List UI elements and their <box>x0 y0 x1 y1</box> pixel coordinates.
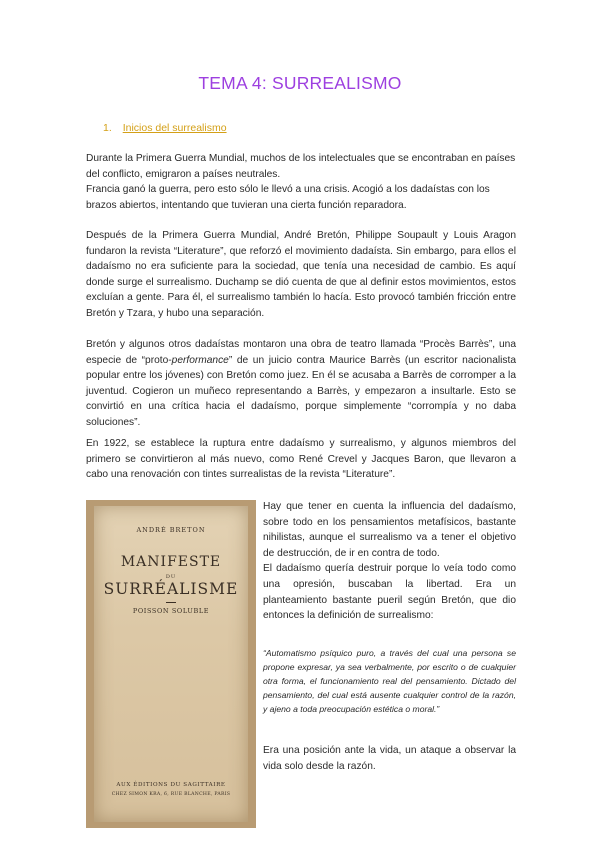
paragraph-influence-b: El dadaísmo quería destruir porque lo veía todo como una opresión, buscaban la libertad. Era un planteamiento bastante pueril según Bretón, que dio entonces la definición de surrealismo: <box>263 563 516 622</box>
cover-title-du: DU <box>165 574 177 580</box>
section-heading <box>103 122 227 134</box>
paragraph-influence-a: Hay que tener en cuenta la influencia del dadaísmo, sobre todo en los pensamientos metafísicos, bastante nihilistas, aunque el surrealismo va a tener el objetivo de destrucción, de ir en contra de todo. <box>263 501 516 559</box>
cover-author: ANDRÉ BRETON <box>136 526 206 534</box>
definition-quote: “Automatismo psíquico puro, a través del cual una persona se propone expresar, ya sea verbalmente, por escrito o de cualquier otra forma, el funcionamiento real del pensamiento. Dictado del pensamiento, del cual está ausente cualquier control de la razón, y ajeno a toda preocupación estética o moral.” <box>263 648 516 714</box>
cover-title-line2: SURRÉALISME <box>103 580 239 598</box>
paragraph-intro <box>86 151 516 213</box>
paragraph-proces-barres-a: Bretón y algunos otros dadaístas montaron una obra de teatro llamada “Procès Barrès”, una especie de “proto- <box>86 339 516 366</box>
cover-title-line1: MANIFESTE <box>120 554 222 570</box>
paragraph-proces-barres <box>86 337 516 431</box>
paragraph-proces-barres-em: performance <box>171 354 229 366</box>
paragraph-intro-a: Durante la Primera Guerra Mundial, muchos de los intelectuales que se encontraban en países del conflicto, emigraron a países neutrales. <box>86 153 516 180</box>
paragraph-intro-b: Francia ganó la guerra, pero esto sólo le llevó a una crisis. Acogió a los dadaístas con los brazos abiertos, intentando que tuvieran una cierta función reparadora. <box>86 184 490 211</box>
page-title: TEMA 4: SURREALISMO <box>198 73 402 93</box>
cover-subtitle: POISSON SOLUBLE <box>132 607 210 615</box>
book-cover-image <box>86 500 256 828</box>
section-label: Inicios del surrealismo <box>122 122 227 134</box>
paragraph-influence <box>263 499 516 624</box>
paragraph-rupture: En 1922, se establece la ruptura entre dadaísmo y surrealismo, y algunos miembros del primero se convirtieron al más nuevo, como René Crevel y Jacques Baron, que llevaron a cabo una renovación con tintes surrealistas de la revista “Literature”. <box>86 438 516 481</box>
cover-publisher: CHEZ SIMON KRA, 6, RUE BLANCHE, PARIS <box>111 792 231 797</box>
cover-divider <box>166 602 176 603</box>
paragraph-proces-barres-b: ” de un juicio contra Maurice Barrès (un escritor nacionalista popular entre los jóvenes) con Bretón como juez. En él se acusaba a Barrès de corromper a la juventud. Cogieron un muñeco representando a Barrès, y empezaron a insultarle. Esto se convirtió en una crítica hacia el dadaísmo, porque simplemente “corrompía y no daba soluciones”. <box>86 354 516 428</box>
paragraph-founding: Después de la Primera Guerra Mundial, André Bretón, Philippe Soupault y Louis Aragon fundaron la revista “Literature”, que reforzó el movimiento dadaísta. Sin embargo, para ellos el dadaísmo no era suficiente para la sociedad, que tenía una necesidad de cambio. Es aquí donde surge el surrealismo. Duchamp se dió cuenta de que al definir estos movimientos, estos excluían a gente. Para él, el surrealismo también lo hacía. Esto provocó también fricción entre Bretón y Tzara, y hubo una separación. <box>86 230 516 319</box>
book-cover-paper <box>94 506 248 822</box>
cover-editions: AUX ÉDITIONS DU SAGITTAIRE <box>116 782 226 788</box>
section-number: 1. <box>103 122 112 134</box>
paragraph-conclusion: Era una posición ante la vida, un ataque a observar la vida solo desde la razón. <box>263 745 516 772</box>
